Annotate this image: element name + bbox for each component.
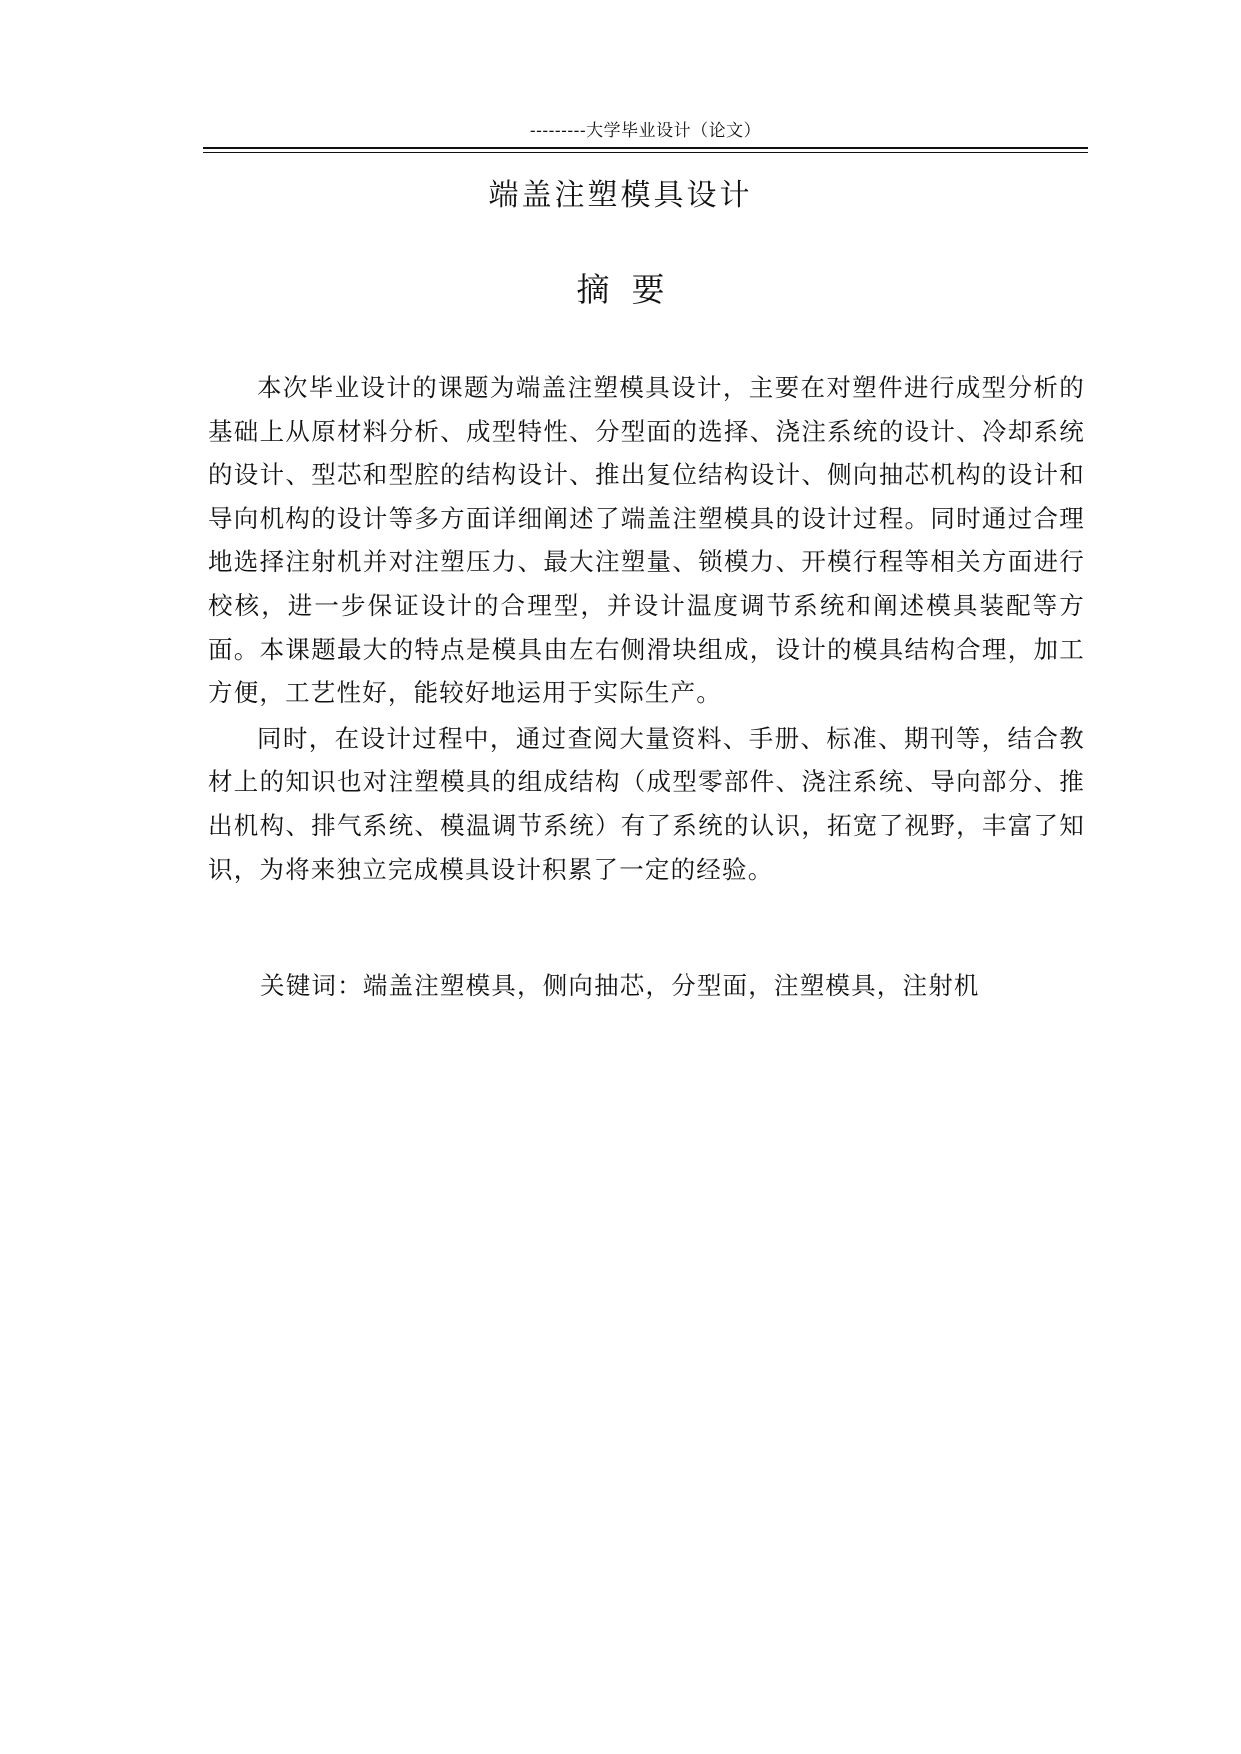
document-title: 端盖注塑模具设计: [488, 178, 753, 213]
keywords-label: 关键词：: [260, 971, 363, 1000]
abstract-body: [208, 366, 1085, 893]
keywords-list: 端盖注塑模具，侧向抽芯，分型面，注塑模具，注射机: [362, 971, 980, 1000]
abstract-paragraph-1: 本次毕业设计的课题为端盖注塑模具设计，主要在对塑件进行成型分析的基础上从原材料分析、成型特性、分型面的选择、浇注系统的设计、冷却系统的设计、型芯和型腔的结构设计、推出复位结构设计、侧向抽芯机构的设计和导向机构的设计等多方面详细阐述了端盖注塑模具的设计过程。同时通过合理地选择注射机并对注塑压力、最大注塑量、锁模力、开模行程等相关方面进行校核，进一步保证设计的合理型，并设计温度调节系统和阐述模具装配等方面。本课题最大的特点是模具由左右侧滑块组成，设计的模具结构合理，加工方便，工艺性好，能较好地运用于实际生产。: [208, 373, 1085, 708]
page-header: [203, 120, 1088, 154]
header-text: ---------大学毕业设计（论文）: [529, 121, 762, 141]
header-rule-thick: [203, 147, 1088, 149]
header-rule-thin: [203, 152, 1088, 153]
keywords-line: [260, 966, 980, 1006]
abstract-heading: 摘要: [576, 270, 687, 309]
abstract-paragraph-2: 同时，在设计过程中，通过查阅大量资料、手册、标准、期刊等，结合教材上的知识也对注塑模具的组成结构（成型零部件、浇注系统、导向部分、推出机构、排气系统、模温调节系统）有了系统的认识，拓宽了视野，丰富了知识，为将来独立完成模具设计积累了一定的经验。: [208, 723, 1085, 884]
